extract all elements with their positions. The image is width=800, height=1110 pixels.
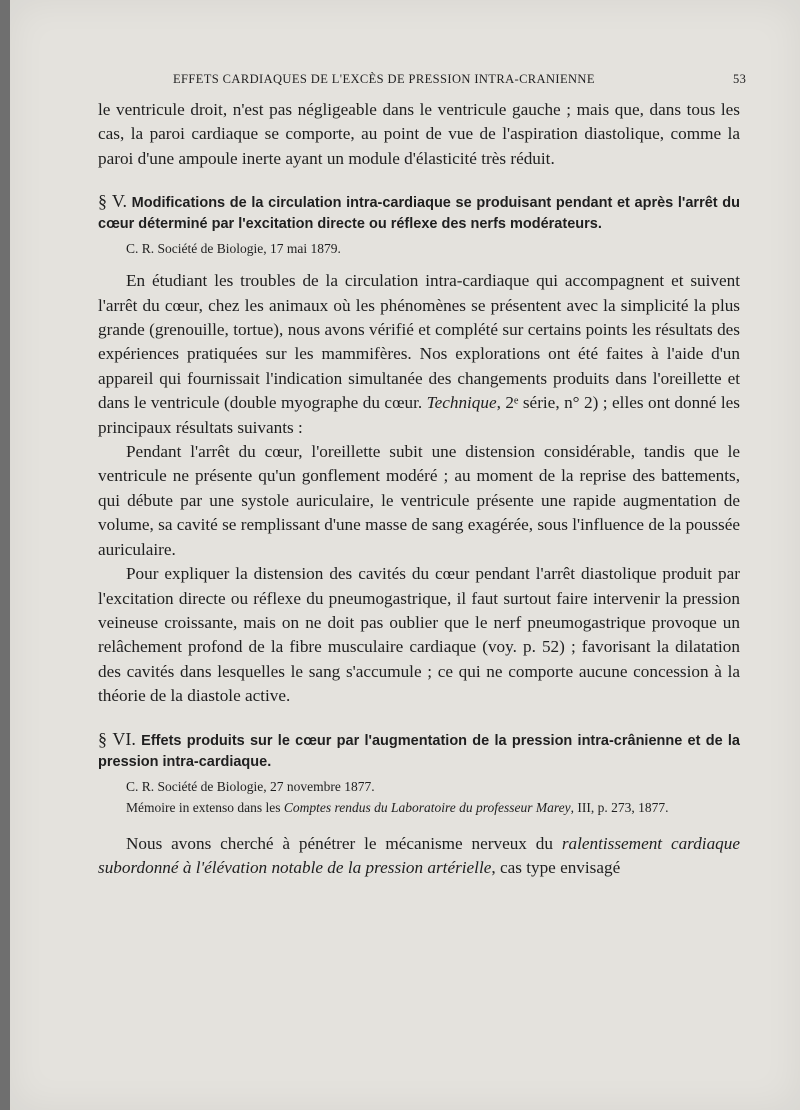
running-title: EFFETS CARDIAQUES DE L'EXCÈS DE PRESSION INTRA-CRANIENNE [173,72,595,86]
citation-2-text-a: Mémoire in extenso dans les [126,799,281,815]
paragraph-5-text-b: , cas type envisagé [491,857,621,877]
paragraph-3: Pendant l'arrêt du cœur, l'oreillette subit une distension considérable, tandis que le ventricule ne présente qu'un gonflement modéré ; au moment de la reprise des battements, qui débute par une systole auriculaire, le ventricule présente une rapide augmentation de volume, sa cavité se remplissant d'une masse de sang exagérée, sous l'influence de la poussée auriculaire. [98,442,740,559]
book-page [10,0,800,1110]
paragraph-2 [98,269,740,440]
paragraph-5-italic: ralentissement cardiaque subordonné à l'élévation notable de la pression artérielle [98,833,740,877]
paragraph-5 [98,832,740,881]
section-6-sign: § VI. [98,728,136,749]
paragraph-2-italic: Technique [426,393,497,413]
paragraph-5-text-a: Nous avons cherché à pénétrer le mécanisme nerveux du [126,833,553,853]
section-6-title: Effets produits sur le cœur par l'augmentation de la pression intra-crânienne et de la pression intra-cardiaque. [98,732,740,770]
citation-2-italic: Comptes rendus du Laboratoire du professeur Marey [283,799,571,815]
section-5-sign: § V. [98,191,127,212]
section-6-citation-2 [98,797,740,818]
section-6-heading [98,729,740,773]
citation-2-text-b: , III, p. 273, 1877. [570,799,669,815]
paragraph-2-text-a: En étudiant les troubles de la circulation intra-cardiaque qui accompagnent et suivent l'arrêt du cœur, chez les animaux où les phénomènes se présentent avec la simplicité la plus grande (grenouille, tortue), nous avons vérifié et complété sur certains points les résultats des expériences pratiquées sur les mammifères. Nos explorations ont été faites à l'aide d'un appareil qui fournissait l'indication simultanée des changements produits dans l'oreillette et dans le ventricule (double myographe du cœur. [98,271,740,413]
section-5-heading [98,191,740,235]
page-number: 53 [733,72,747,86]
section-6-citation-1: C. R. Société de Biologie, 27 novembre 1877. [126,778,375,794]
section-5-title: Modifications de la circulation intra-cardiaque se produisant pendant et après l'arrêt du cœur déterminé par l'excitation directe ou réflexe des nerfs modérateurs. [98,195,740,233]
paragraph-1: le ventricule droit, n'est pas négligeable dans le ventricule gauche ; mais que, dans tous les cas, la paroi cardiaque se comporte, au point de vue de l'aspiration diastolique, comme la paroi d'une ampoule inerte ayant un module d'élasticité très réduit. [98,100,740,168]
paragraph-4: Pour expliquer la distension des cavités du cœur pendant l'arrêt diastolique produit par l'excitation directe ou réflexe du pneumogastrique, il faut surtout faire intervenir la pression veineuse croissante, mais on ne doit pas oublier que le nerf pneumogastrique provoque un relâchement profond de la fibre musculaire cardiaque (voy. p. 52) ; favorisant la dilatation des cavités dans lesquelles le sang s'accumule ; ce qui ne comporte aucune concession à la théorie de la diastole active. [98,564,740,706]
section-5-citation: C. R. Société de Biologie, 17 mai 1879. [126,241,341,257]
page-body [98,98,740,880]
page-header [10,72,800,92]
paragraph-2-text-b: , 2ᵉ série, n° 2) ; elles ont donné les principaux résultats suivants : [98,393,740,437]
